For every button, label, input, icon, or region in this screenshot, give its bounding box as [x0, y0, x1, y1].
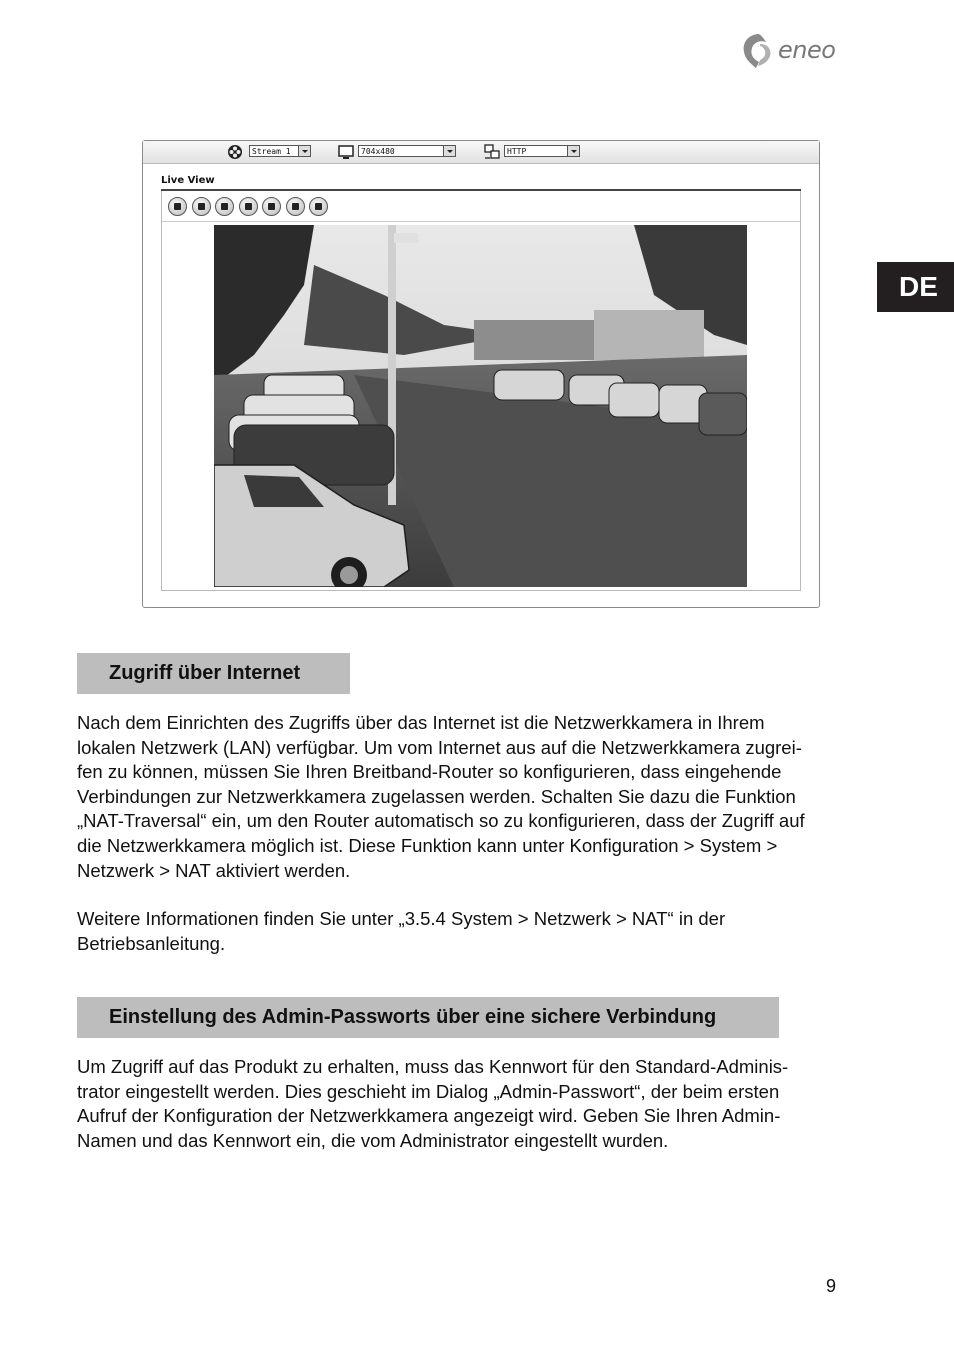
stream-select-value: Stream 1: [252, 147, 291, 156]
film-reel-icon: [227, 144, 243, 160]
video-stream: [214, 225, 747, 587]
monitor-icon: [338, 144, 354, 160]
text-line: Verbindungen zur Netzwerkkamera zugelassen werden. Schalten Sie dazu die Funktion: [77, 785, 796, 807]
text-line: „NAT-Traversal“ ein, um den Router automatisch so zu konfigurieren, dass der Zugriff auf: [77, 810, 805, 832]
camera-ui-screenshot: [142, 140, 820, 608]
chevron-down-icon: [298, 146, 310, 156]
text-line: Betriebsanleitung.: [77, 932, 226, 954]
chevron-down-icon: [443, 146, 455, 156]
resolution-select[interactable]: [358, 145, 456, 157]
text-line: Nach dem Einrichten des Zugriffs über das Internet ist die Netzwerkkamera in Ihrem: [77, 712, 765, 733]
chevron-down-icon: [567, 146, 579, 156]
viewer-toolbar: [143, 141, 819, 164]
resolution-select-value: 704x480: [361, 147, 395, 156]
admin-password-paragraph: [77, 1055, 847, 1153]
record-button[interactable]: [286, 197, 305, 216]
protocol-select-value: HTTP: [507, 147, 527, 156]
internet-access-paragraph-1: [77, 711, 847, 883]
snapshot-button[interactable]: [215, 197, 234, 216]
text-line: Aufruf der Konfiguration der Netzwerkkamera angezeigt wird. Geben Sie Ihren Admin-: [77, 1105, 781, 1127]
language-tab: DE: [877, 262, 954, 312]
page-number: 9: [826, 1276, 837, 1296]
text-line: die Netzwerkkamera möglich ist. Diese Funktion kann unter Konfiguration > System >: [77, 834, 778, 856]
control-button-bar: [162, 191, 800, 222]
text-line: Um Zugriff auf das Produkt zu erhalten, muss das Kennwort für den Standard-Adminis-: [77, 1056, 789, 1077]
brand-logo: [740, 30, 840, 70]
text-line: Netzwerk > NAT aktiviert werden.: [77, 859, 351, 881]
parking-lot-image: [214, 225, 747, 587]
text-line: fen zu können, müssen Sie Ihren Breitband-Router so konfigurieren, dass eingehende: [77, 761, 782, 783]
pause-button[interactable]: [192, 197, 211, 216]
zoom-button[interactable]: [239, 197, 258, 216]
logo-text: eneo: [778, 36, 836, 64]
text-line: lokalen Netzwerk (LAN) verfügbar. Um vom Internet aus auf die Netzwerkkamera zugrei-: [77, 736, 802, 758]
protocol-select[interactable]: [504, 145, 580, 157]
section-heading-internet-access: Zugriff über Internet: [77, 653, 350, 694]
text-line: Weitere Informationen finden Sie unter „3.5.4 System > Netzwerk > NAT“ in der: [77, 908, 726, 929]
internet-access-paragraph-2: [77, 907, 847, 956]
live-view-title: Live View: [161, 175, 215, 186]
stream-select[interactable]: [249, 145, 311, 157]
fullscreen-button[interactable]: [262, 197, 281, 216]
live-view-panel: [161, 191, 801, 591]
info-button[interactable]: [309, 197, 328, 216]
eneo-logo-icon: [740, 32, 776, 70]
section-heading-admin-password: Einstellung des Admin-Passworts über eine sichere Verbindung: [77, 997, 779, 1038]
stop-button[interactable]: [168, 197, 187, 216]
network-icon: [484, 144, 500, 160]
text-line: trator eingestellt werden. Dies geschieht im Dialog „Admin-Passwort“, der beim ersten: [77, 1080, 780, 1102]
text-line: Namen und das Kennwort ein, die vom Administrator eingestellt wurden.: [77, 1129, 669, 1151]
